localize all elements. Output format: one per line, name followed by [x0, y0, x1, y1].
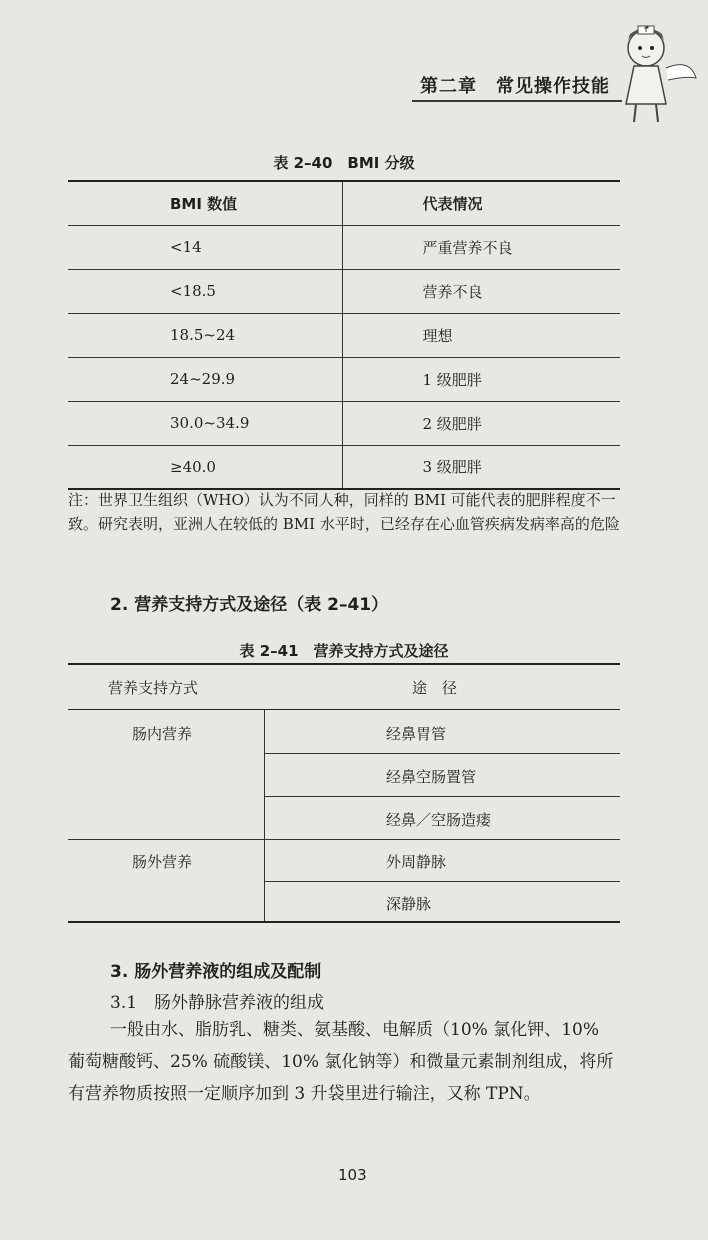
bmi-meaning: 2 级肥胖: [422, 414, 482, 433]
bmi-value: 24~29.9: [68, 357, 342, 401]
method-cell: 肠内营养: [132, 725, 193, 743]
table-row: [68, 225, 620, 269]
route-cell: 深静脉: [386, 895, 432, 913]
bmi-meaning: 3 级肥胖: [422, 458, 482, 477]
section3-subheading: 3.1 肠外静脉营养液的组成: [110, 993, 325, 1013]
table-row: [68, 313, 620, 357]
table-top-rule: [68, 663, 620, 665]
bmi-value: <18.5: [68, 269, 342, 313]
table-bottom-rule: [68, 921, 620, 923]
table-row: [68, 357, 620, 401]
table-row: [68, 401, 620, 445]
bmi-value: ≥40.0: [68, 445, 342, 489]
row-rule: [264, 796, 620, 797]
bmi-meaning: 理想: [422, 326, 453, 345]
bmi-meaning: 1 级肥胖: [422, 370, 482, 389]
section3-heading: 3. 肠外营养液的组成及配制: [110, 962, 322, 982]
column-header: 途 径: [412, 679, 458, 697]
group-rule: [68, 839, 620, 840]
table-header-rule: [68, 709, 620, 710]
nurse-mascot-icon: [606, 18, 702, 128]
table-header-row: [68, 181, 620, 225]
table-row: [68, 445, 620, 489]
route-cell: 经鼻／空肠造瘘: [386, 811, 492, 829]
chapter-header: 第二章 常见操作技能: [420, 76, 610, 97]
route-cell: 经鼻胃管: [386, 725, 447, 743]
column-header: BMI 数值: [68, 181, 342, 225]
table-row: [68, 269, 620, 313]
route-cell: 外周静脉: [386, 853, 447, 871]
row-rule: [264, 881, 620, 882]
table1-note: 注：世界卫生组织（WHO）认为不同人种，同样的 BMI 可能代表的肥胖程度不一致。研究表明，亚洲人在较低的 BMI 水平时，已经存在心血管疾病发病率高的危险: [68, 491, 620, 533]
method-cell: 肠外营养: [132, 853, 193, 871]
bmi-value: 18.5~24: [68, 313, 342, 357]
column-header: 营养支持方式: [108, 679, 199, 697]
body-paragraph: 一般由水、脂肪乳、糖类、氨基酸、电解质（10% 氯化钾、10% 葡萄糖酸钙、25% 硫酸镁、10% 氯化钠等）和微量元素制剂组成，将所有营养物质按照一定顺序加到 3 升袋里进行输注，又称 TPN。: [68, 1020, 614, 1104]
bmi-meaning: 严重营养不良: [422, 238, 513, 257]
header-rule: [412, 100, 622, 102]
table1-caption: 表 2–40 BMI 分级: [273, 154, 415, 172]
section2-heading: 2. 营养支持方式及途径（表 2–41）: [110, 595, 389, 615]
bmi-value: 30.0~34.9: [68, 401, 342, 445]
column-divider: [264, 710, 265, 923]
page-number: 103: [338, 1166, 367, 1184]
route-cell: 经鼻空肠置管: [386, 768, 477, 786]
bmi-value: <14: [68, 225, 342, 269]
table2-caption: 表 2–41 营养支持方式及途径: [239, 642, 449, 660]
bmi-meaning: 营养不良: [422, 282, 483, 301]
nutrition-route-table: [68, 663, 620, 923]
row-rule: [264, 753, 620, 754]
column-header: 代表情况: [422, 194, 483, 213]
bmi-table: [68, 180, 620, 490]
